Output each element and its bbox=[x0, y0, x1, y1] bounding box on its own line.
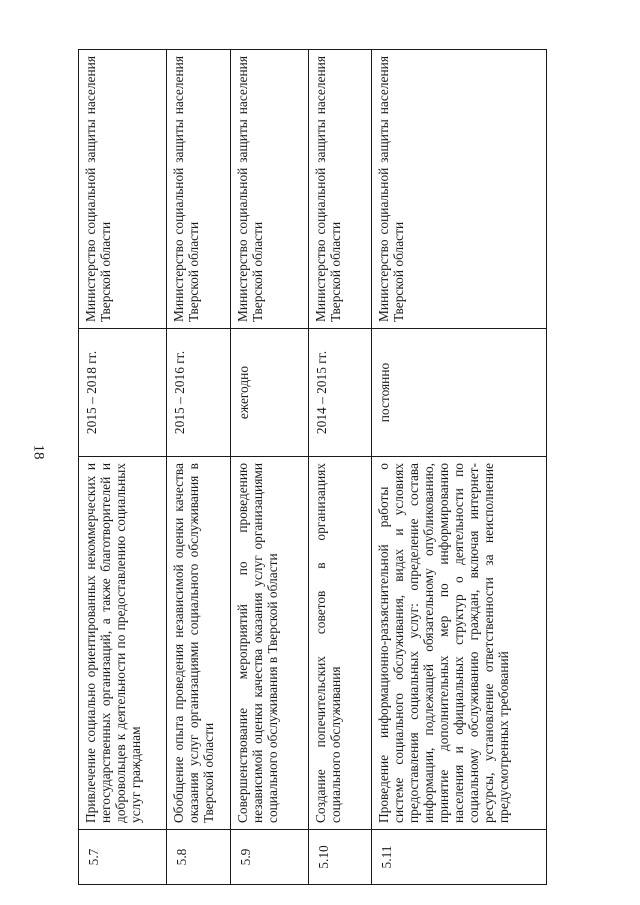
table-row bbox=[167, 50, 231, 885]
row-number: 5.7 bbox=[79, 830, 167, 885]
rotated-page-content bbox=[78, 50, 546, 885]
measure-description: Привлечение социально ориентированных некоммерческих и негосударственных организаций, а также благотворителей и добровольцев к деятельности по предоставлению социальных услуг гражданам bbox=[79, 457, 167, 830]
measure-period: ежегодно bbox=[231, 329, 309, 457]
measure-description: Создание попечительских советов в организациях социального обслуживания bbox=[309, 457, 372, 830]
measures-table bbox=[78, 49, 547, 885]
responsible-body: Министерство социальной защиты населения Тверской области bbox=[231, 50, 309, 329]
measure-period: постоянно bbox=[372, 329, 547, 457]
measure-description: Обобщение опыта проведения независимой оценки качества оказания услуг организациями социального обслуживания в Тверской области bbox=[167, 457, 231, 830]
table-row bbox=[79, 50, 167, 885]
measure-period: 2014 – 2015 гг. bbox=[309, 329, 372, 457]
table-row bbox=[372, 50, 547, 885]
page-number: 18 bbox=[30, 444, 47, 460]
responsible-body: Министерство социальной защиты населения Тверской области bbox=[167, 50, 231, 329]
row-number: 5.10 bbox=[309, 830, 372, 885]
responsible-body: Министерство социальной защиты населения Тверской области bbox=[309, 50, 372, 329]
row-number: 5.8 bbox=[167, 830, 231, 885]
measure-description: Проведение информационно-разъяснительной работы о системе социального обслуживания, видах и условиях предоставления социальных услуг: определение состава информации, подлежащей обязательному опубликованию, принятие дополнительных мер по информированию населения и официальных структур о деятельности по социальному обслуживанию граждан, включая интернет-ресурсы, установление ответственности за неисполнение предусмотренных требований bbox=[372, 457, 547, 830]
responsible-body: Министерство социальной защиты населения Тверской области bbox=[372, 50, 547, 329]
measure-description: Совершенствование мероприятий по проведению независимой оценки качества оказания услуг организациями социального обслуживания в Тверской области bbox=[231, 457, 309, 830]
row-number: 5.9 bbox=[231, 830, 309, 885]
row-number: 5.11 bbox=[372, 830, 547, 885]
measure-period: 2015 – 2018 гг. bbox=[79, 329, 167, 457]
table-row bbox=[309, 50, 372, 885]
table-row bbox=[231, 50, 309, 885]
responsible-body: Министерство социальной защиты населения Тверской области bbox=[79, 50, 167, 329]
measure-period: 2015 – 2016 гг. bbox=[167, 329, 231, 457]
